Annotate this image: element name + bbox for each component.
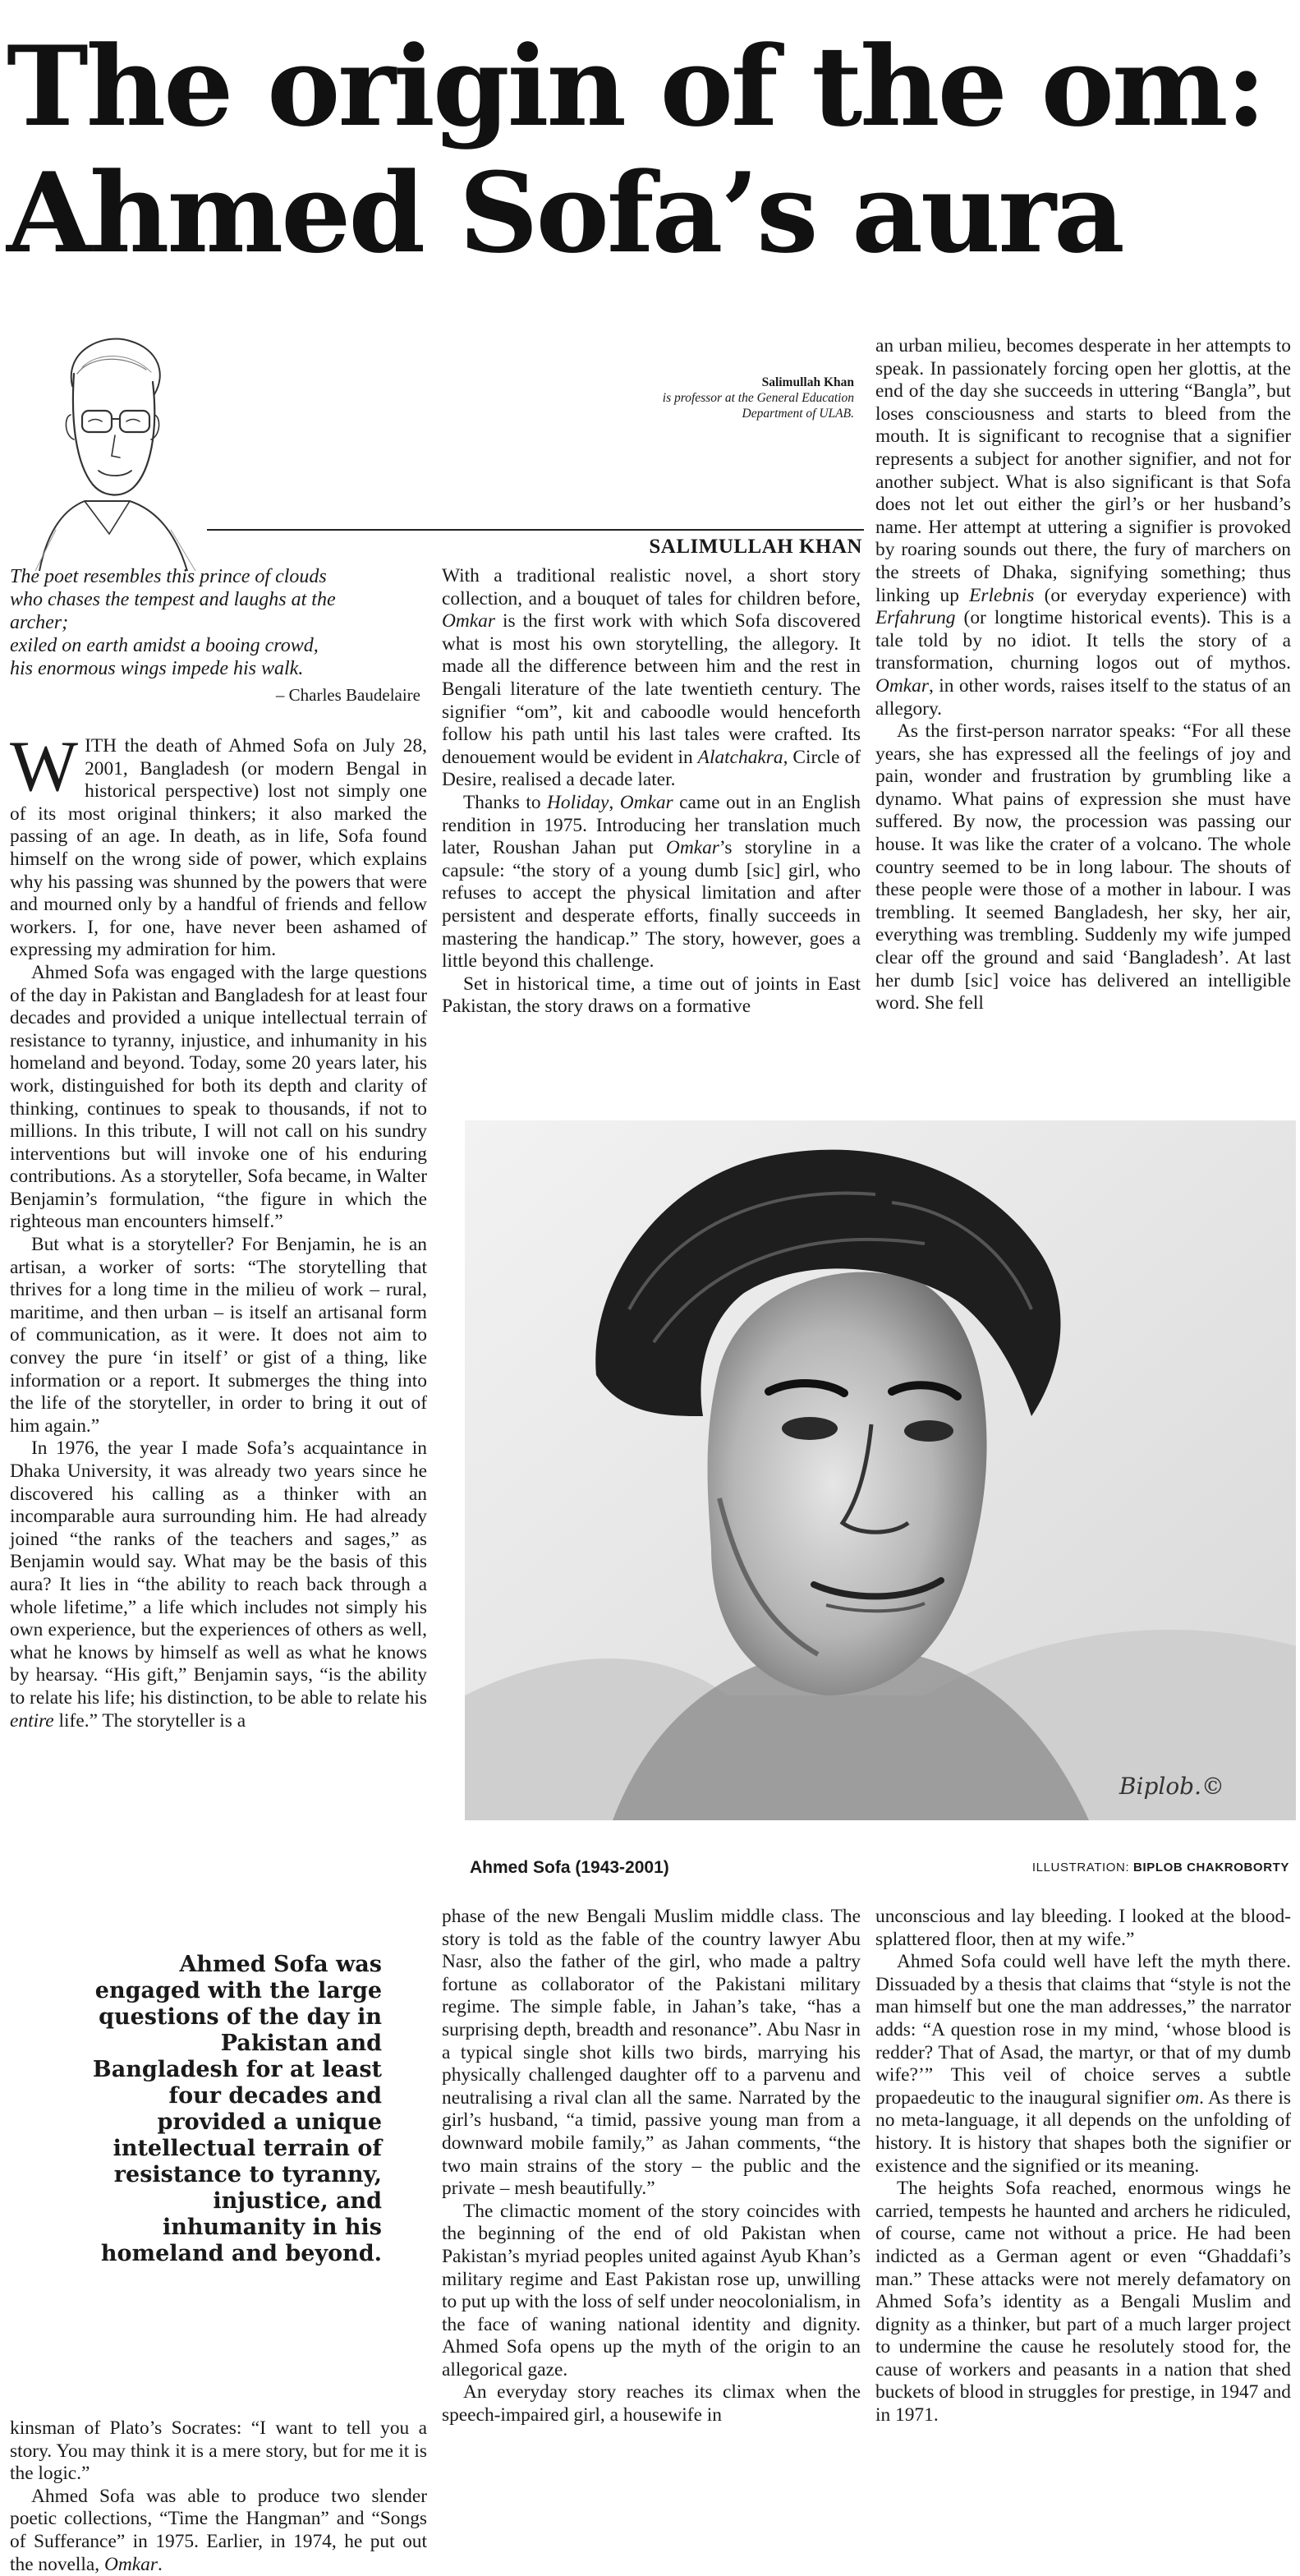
pull-quote: Ahmed Sofa was engaged with the large questions of the day in Pakistan and Bangladesh for at least four decades and provided a unique intellectual terrain of resistance to tyranny, injustice, and inhumanity in his homeland and beyond. bbox=[92, 1952, 382, 2266]
epigraph-attribution: – Charles Baudelaire bbox=[275, 685, 420, 705]
emphasis: om bbox=[1175, 2086, 1200, 2109]
article-paragraph: phase of the new Bengali Muslim middle class. The story is told as the fable of the country lawyer Abu Nasr, also the father of the girl, who made a paltry fortune as collaborator of the Pakistani military regime. The simple fable, in Jahan’s take, “has a surprising depth, breadth and resonance”. Abu Nasr in a typical single shot kills two birds, marrying his physically challenged daughter off to a parvenu and neutralising a rival clan all the same. Narrated by the girl’s husband, “a timid, passive young man from a downward mobile family,” as Jahan comments, “the two main strains of the story – the public and the private – mesh beautifully.” bbox=[442, 1906, 861, 2200]
byline: SALIMULLAH KHAN bbox=[649, 536, 862, 558]
epigraph bbox=[10, 565, 420, 706]
emphasis: entire bbox=[10, 1709, 54, 1732]
paragraph-text: is the first work with which Sofa discovered what is most his own storytelling, the allegory. It made all the difference between him and the rest in Bengali literature of the late twentieth century. The signifier “om”, kit and caboodle would henceforth follow his path until his last tales were crafted. Its denouement would be evident in bbox=[442, 610, 861, 768]
emphasis: Erlebnis bbox=[969, 584, 1035, 606]
emphasis: Omkar bbox=[875, 674, 929, 697]
article-paragraph: kinsman of Plato’s Socrates: “I want to tell you a story. You may think it is a mere story, but for me it is the logic.” bbox=[10, 2417, 427, 2485]
article-paragraph bbox=[10, 727, 427, 962]
paragraph-text: . As there is no meta-language, it all depends on the unfolding of history. It is history that shapes both the signifier or existence and the signified or its meaning. bbox=[875, 2086, 1291, 2177]
headline bbox=[7, 23, 1288, 276]
illustration-credit bbox=[870, 1861, 1289, 1874]
headline-line-1: The origin of the om: bbox=[7, 21, 1265, 151]
epigraph-line: archer; bbox=[10, 612, 69, 633]
column-1-bottom bbox=[10, 2417, 427, 2576]
paragraph-text: , Circle of Desire, realised a decade later. bbox=[442, 746, 861, 791]
paragraph-text: In 1976, the year I made Sofa’s acquaintance in Dhaka University, it was already two years since he discovered his calling as a thinker with an incomparable aura surrounding him. He had already joined “the ranks of the teachers and sages,” as Benjamin would say. What may be the basis of this aura? It lies in “the ability to reach back through a whole lifetime,” a life which includes not simply his own experience, but the experiences of others as well, what he knows by himself as well as what he knows by hearsay. “His gift,” Benjamin says, “is the ability to relate his life; his distinction, to be able to relate his bbox=[10, 1438, 427, 1709]
author-bio-line-2: Department of ULAB. bbox=[742, 407, 854, 421]
paragraph-text: ITH the death of Ahmed Sofa on July 28, 2001, Bangladesh (or modern Bengal in historical perspective) lost not simply one of its most original thinkers; it also marked the passing of an age. In death, as in life, Sofa found himself on the wrong side of power, which explains why his passing was shunned by the powers that were and mourned only by a handful of friends and fellow workers. I, for one, have never been ashamed of expressing my admiration for him. bbox=[10, 735, 427, 961]
paragraph-text: came out in an English rendition in 1975. Introducing her translation much later, Roushan Jahan put bbox=[442, 791, 861, 859]
article-paragraph bbox=[875, 335, 1291, 720]
article-paragraph bbox=[875, 1951, 1291, 2178]
paragraph-text: ’s storyline in a capsule: “the story of a young dumb [sic] girl, who refuses to accept the physical limitation and after persistent and desperate efforts, finally succeeds in mastering the handicap.” The story, however, goes a little beyond this challenge. bbox=[442, 837, 861, 973]
article-paragraph: An everyday story reaches its climax when the speech-impaired girl, a housewife in bbox=[442, 2381, 861, 2426]
article-paragraph: Ahmed Sofa was engaged with the large questions of the day in Pakistan and Bangladesh for at least four decades and provided a unique intellectual terrain of resistance to tyranny, injustice, and inhumanity in his homeland and beyond. Today, some 20 years later, his work, distinguished for both its depth and clarity of thinking, continues to speak to thousands, if not to millions. In this tribute, I will not call on his sundry interventions but will invoke one of his enduring contributions. As a storyteller, Sofa became, in Walter Benjamin’s formulation, “the figure in which the righteous man encounters himself.” bbox=[10, 961, 427, 1233]
article-paragraph: The climactic moment of the story coincides with the beginning of the end of old Pakistan when Pakistan’s myriad peoples united against Ayub Khan’s military regime and East Pakistan rose up, unwilling to put up with the loss of self under neocolonialism, in the face of waning national identity and dignity. Ahmed Sofa opens up the myth of the origin to an allegorical gaze. bbox=[442, 2200, 861, 2380]
drop-cap: W bbox=[10, 727, 79, 807]
article-paragraph bbox=[10, 1438, 427, 1732]
paragraph-text: Thanks to bbox=[463, 791, 547, 813]
paragraph-text: With a traditional realistic novel, a short story collection, and a bouquet of tales for children before, bbox=[442, 565, 861, 610]
ahmed-sofa-illustration bbox=[465, 1120, 1296, 1820]
epigraph-line: his enormous wings impede his walk. bbox=[10, 658, 304, 679]
paragraph-text: (or longtime historical events). This is a tale told by no idiot. It tells the story of a transformation, churning logos out of mythos. bbox=[875, 607, 1291, 674]
emphasis: Holiday bbox=[547, 791, 609, 813]
author-bio-name: Salimullah Khan bbox=[761, 375, 854, 389]
epigraph-line: exiled on earth amidst a booing crowd, bbox=[10, 635, 319, 656]
paragraph-text: an urban milieu, becomes desperate in her attempts to speak. In passionately forcing open her glottis, at the end of the day she succeeds in uttering “Bangla”, but loses consciousness and starts to bleed from the mouth. It is significant to recognise that a signifier represents a subject for another signifier, and not for another subject. What is also significant is that Sofa does not let out either the girl’s or her husband’s name. Her attempt at uttering a signifier is provoked by roaring sounds out there, the fury of marchers on the streets of Dhaka, signifying something; thus linking up bbox=[875, 335, 1291, 606]
paragraph-text: , in other words, raises itself to the status of an allegory. bbox=[875, 674, 1291, 720]
headline-line-2: Ahmed Sofa’s aura bbox=[7, 148, 1123, 278]
emphasis: Erfahrung bbox=[875, 607, 956, 629]
illustration-caption: Ahmed Sofa (1943-2001) bbox=[470, 1858, 669, 1877]
emphasis: Omkar bbox=[665, 837, 719, 859]
paragraph-text: Ahmed Sofa could well have left the myth there. Dissuaded by a thesis that claims that “style is not the man himself but one the man addresses,” the narrator adds: “A question rose in my mind, ‘whose blood is redder? That of Asad, the martyr, or that of my dumb wife?’” This veil of choice serves a subtle propaedeutic to the inaugural signifier bbox=[875, 1951, 1291, 2109]
article-paragraph bbox=[442, 792, 861, 973]
artist-signature: Biplob.© bbox=[1119, 1773, 1224, 1800]
credit-label: ILLUSTRATION: bbox=[1031, 1861, 1130, 1874]
article-paragraph: Set in historical time, a time out of joints in East Pakistan, the story draws on a formative bbox=[442, 973, 861, 1018]
emphasis: Omkar bbox=[103, 2553, 158, 2575]
emphasis: Omkar bbox=[442, 610, 495, 632]
author-portrait-sketch bbox=[7, 324, 209, 571]
emphasis: Omkar bbox=[619, 791, 673, 813]
author-bio-line-1: is professor at the General Education bbox=[662, 391, 854, 405]
paragraph-text: Ahmed Sofa was able to produce two slender poetic collections, “Time the Hangman” and “Songs of Sufferance” in 1975. Earlier, in 1974, he put out the novella, bbox=[10, 2485, 427, 2575]
article-paragraph bbox=[10, 2486, 427, 2576]
paragraph-text: , bbox=[609, 791, 620, 813]
column-3-bottom bbox=[875, 1906, 1291, 2427]
epigraph-line: who chases the tempest and laughs at the bbox=[10, 589, 336, 610]
column-3-top bbox=[875, 335, 1291, 1015]
byline-rule bbox=[207, 529, 864, 531]
column-2-bottom bbox=[442, 1906, 861, 2427]
paragraph-text: . bbox=[157, 2553, 163, 2575]
article-paragraph bbox=[442, 565, 861, 792]
paragraph-text: (or everyday experience) with bbox=[1034, 584, 1291, 606]
column-1-top bbox=[10, 727, 427, 1732]
article-paragraph: As the first-person narrator speaks: “For all these years, she has expressed all the feelings of joy and pain, wonder and frustration by grumbling like a dynamo. What pains of expression she must have suffered. By now, the procession was passing our house. It was like the crater of a volcano. The whole country seemed to be in long labour. The shouts of these people were those of a mother in labour. I was trembling. It seemed Bangladesh, her sky, her air, everything was trembling. Suddenly my wife jumped clear off the ground and said ‘Bangladesh’. At last her dumb [sic] voice has delivered an intelligible word. She fell bbox=[875, 720, 1291, 1014]
article-paragraph: The heights Sofa reached, enormous wings he carried, tempests he haunted and archers he ridiculed, of course, came not without a price. He had been indicted as a German agent or even “Ghaddafi’s man.” These attacks were not merely defamatory on Ahmed Sofa’s identity as a Bengali Muslim and dignity as a thinker, but part of a much larger project to undermine the cause he resolutely stood for, the cause of workers and peasants in a nation that shed buckets of blood in struggles for prestige, in 1947 and in 1971. bbox=[875, 2178, 1291, 2426]
column-2-top bbox=[442, 565, 861, 1019]
epigraph-line: The poet resembles this prince of clouds bbox=[10, 566, 327, 587]
emphasis: Alatchakra bbox=[697, 746, 783, 768]
article-paragraph: unconscious and lay bleeding. I looked at the blood-splattered floor, then at my wife.” bbox=[875, 1906, 1291, 1950]
author-bio bbox=[509, 375, 854, 421]
credit-name: BIPLOB CHAKROBORTY bbox=[1133, 1861, 1289, 1874]
paragraph-text: life.” The storyteller is a bbox=[53, 1709, 246, 1732]
article-paragraph: But what is a storyteller? For Benjamin, he is an artisan, a worker of sorts: “The storytelling that thrives for a long time in the milieu of work – rural, maritime, and then urban – is itself an artisanal form of communication, as it were. It does not aim to convey the pure ‘in itself’ or gist of a thing, like information or a report. It submerges the thing into the life of the storyteller, in order to bring it out of him again.” bbox=[10, 1234, 427, 1437]
